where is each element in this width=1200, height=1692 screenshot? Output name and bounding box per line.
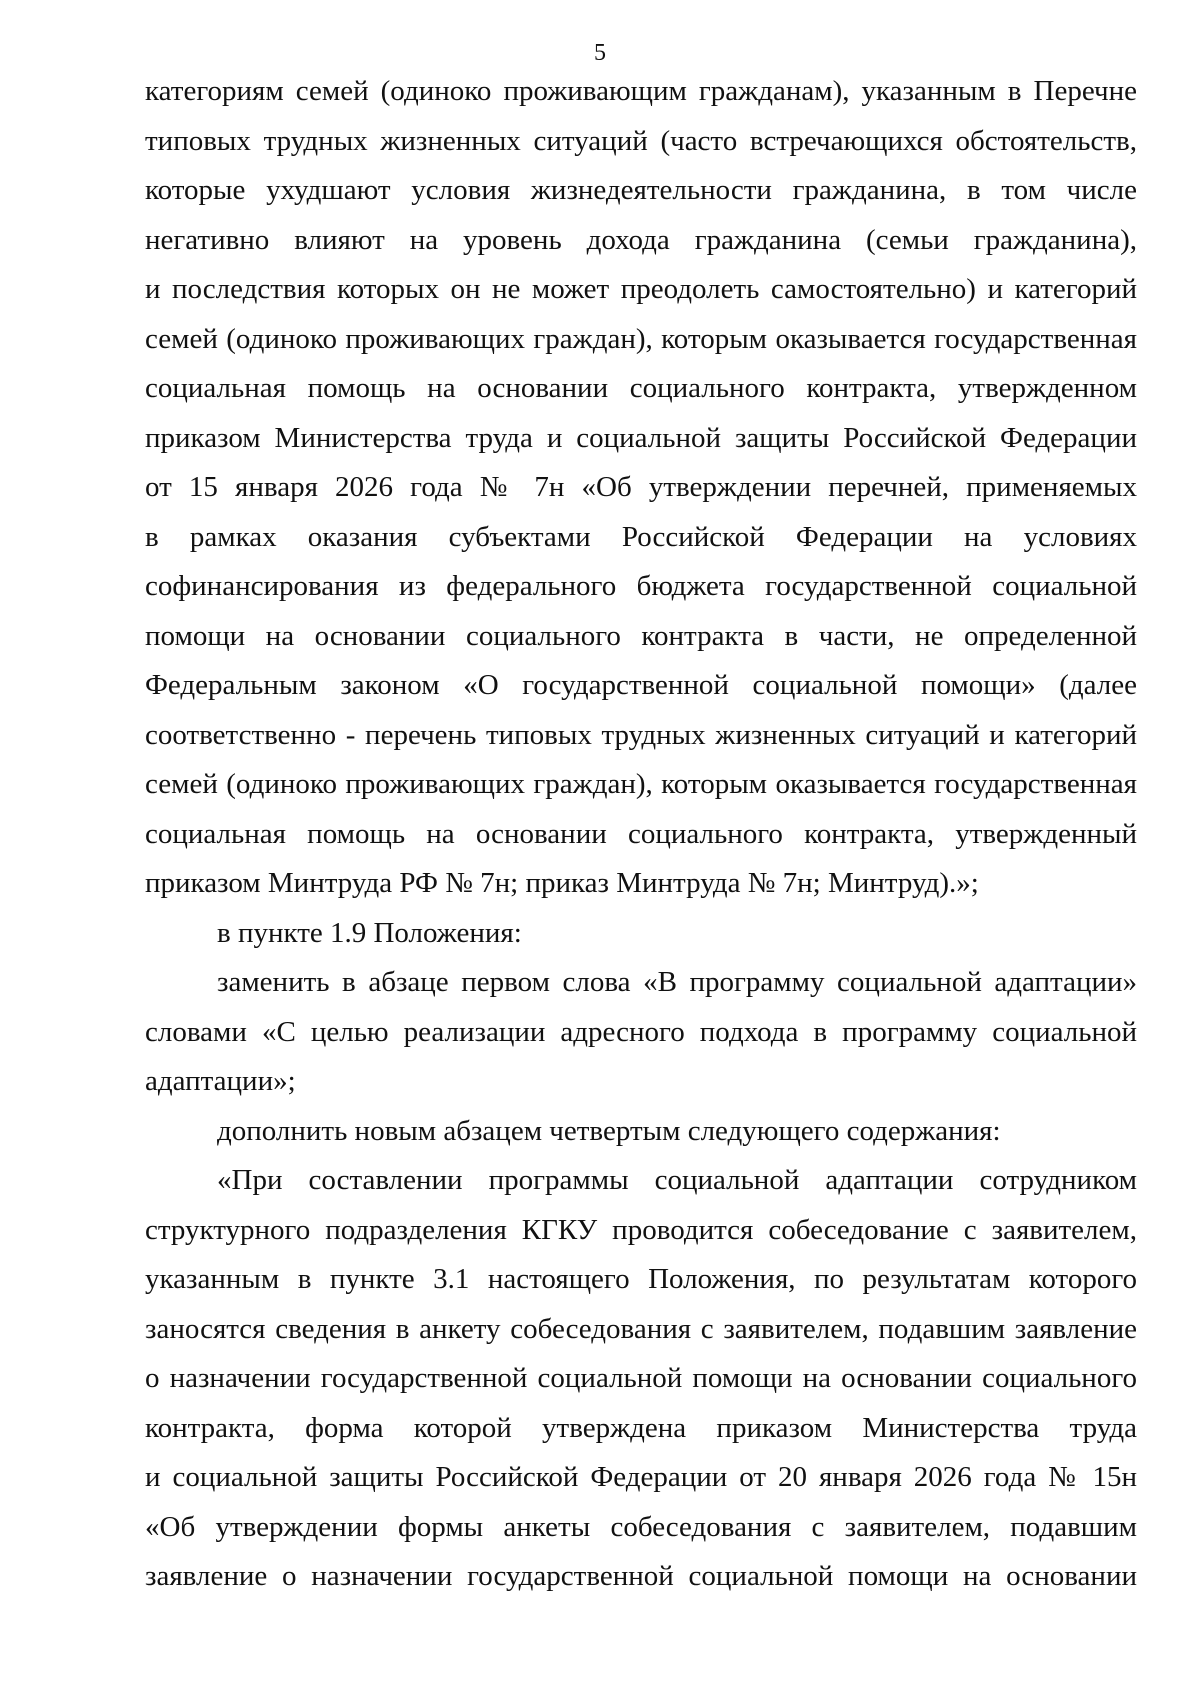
text-line: Федеральным законом «О государственной социальной помощи» (далее: [145, 669, 1137, 701]
text-line: социальная помощь на основании социального контракта, утвержденном: [145, 372, 1137, 404]
text-line: категориям семей (одиноко проживающим гражданам), указанным в Перечне: [145, 75, 1137, 107]
text-line: «Об утверждении формы анкеты собеседования с заявителем, подавшим: [145, 1510, 1137, 1543]
text-line: софинансирования из федерального бюджета государственной социальной: [145, 570, 1137, 602]
text-line: адаптации»;: [145, 1065, 296, 1097]
text-line: типовых трудных жизненных ситуаций (часто встречающихся обстоятельств,: [145, 124, 1137, 157]
text-line: которые ухудшают условия жизнедеятельности гражданина, в том числе: [145, 174, 1137, 206]
text-line: указанным в пункте 3.1 настоящего Положения, по результатам которого: [145, 1263, 1137, 1295]
text-line: структурного подразделения КГКУ проводится собеседование с заявителем,: [145, 1213, 1137, 1246]
text-line: заносятся сведения в анкету собеседования с заявителем, подавшим заявление: [145, 1312, 1137, 1345]
text-line: в рамках оказания субъектами Российской Федерации на условиях: [145, 520, 1137, 553]
text-line: дополнить новым абзацем четвертым следующего содержания:: [217, 1114, 1001, 1147]
text-line: семей (одиноко проживающих граждан), которым оказывается государственная: [145, 768, 1137, 800]
text-line: приказом Минтруда РФ № 7н; приказ Минтруда № 7н; Минтруд).»;: [145, 867, 979, 899]
text-line: семей (одиноко проживающих граждан), которым оказывается государственная: [145, 322, 1137, 355]
text-line: приказом Министерства труда и социальной защиты Российской Федерации: [145, 421, 1137, 454]
document-body: [145, 67, 1137, 1602]
text-line: контракта, форма которой утверждена приказом Министерства труда: [145, 1411, 1137, 1444]
text-line: помощи на основании социального контракта в части, не определенной: [145, 619, 1137, 652]
text-line: словами «С целью реализации адресного подхода в программу социальной: [145, 1015, 1137, 1048]
text-line: негативно влияют на уровень дохода гражданина (семьи гражданина),: [145, 223, 1137, 256]
text-line: социальная помощь на основании социального контракта, утвержденный: [145, 817, 1137, 850]
text-line: заменить в абзаце первом слова «В программу социальной адаптации»: [217, 966, 1137, 998]
text-line: и социальной защиты Российской Федерации от 20 января 2026 года № 15н: [145, 1461, 1137, 1493]
text-line: заявление о назначении государственной социальной помощи на основании: [145, 1560, 1137, 1592]
text-line: «При составлении программы социальной адаптации сотрудником: [217, 1164, 1137, 1196]
text-line: о назначении государственной социальной помощи на основании социального: [145, 1362, 1137, 1394]
text-line: в пункте 1.9 Положения:: [217, 916, 522, 949]
text-line: от 15 января 2026 года № 7н «Об утверждении перечней, применяемых: [145, 471, 1137, 503]
text-line: и последствия которых он не может преодолеть самостоятельно) и категорий: [145, 273, 1137, 305]
text-line: соответственно - перечень типовых трудных жизненных ситуаций и категорий: [145, 718, 1137, 751]
page-number: 5: [594, 40, 606, 66]
